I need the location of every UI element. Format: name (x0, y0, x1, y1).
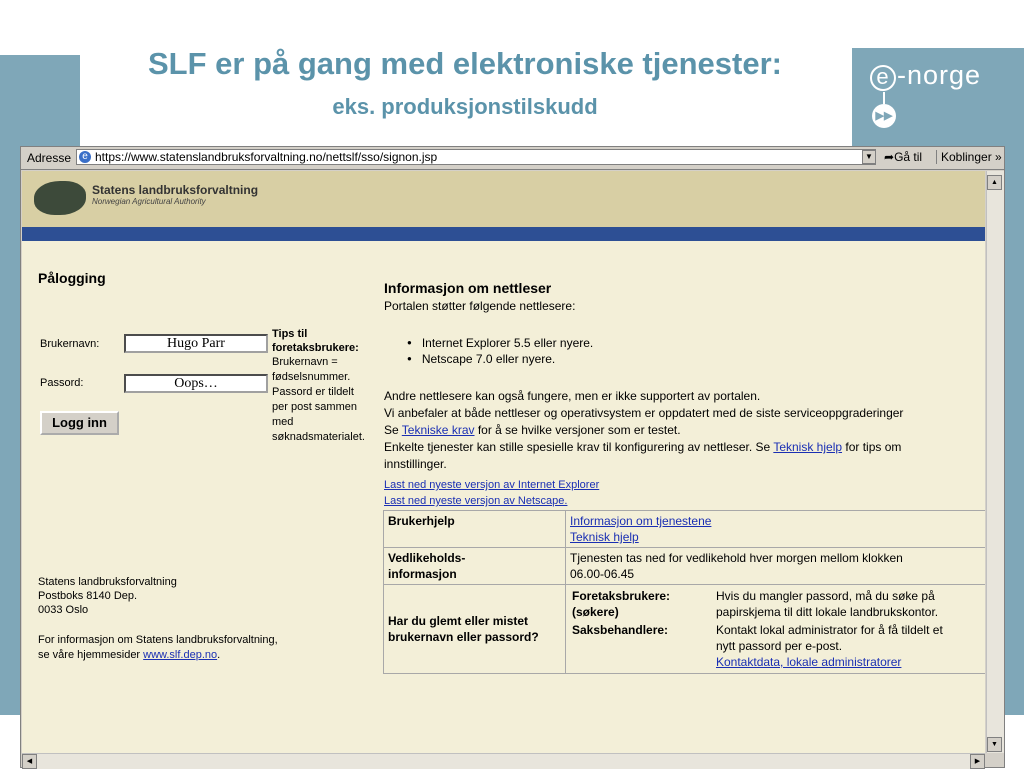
fast-forward-icon: ▶▶ (872, 104, 896, 128)
info-suffix: . (217, 649, 221, 661)
password-input[interactable]: Oops… (124, 374, 268, 393)
header-bar (22, 227, 985, 241)
table-head-cell: Brukerhjelp (384, 511, 566, 548)
url-dropdown-arrow[interactable]: ▼ (862, 150, 876, 164)
cell-line: 06.00-06.45 (570, 567, 635, 581)
tips-line: Brukernavn = (272, 356, 338, 368)
text-span: for å se hvilke versjoner som er testet. (474, 423, 681, 437)
table-row (384, 585, 986, 674)
table-cell (714, 587, 985, 621)
technical-help-link[interactable]: Teknisk hjelp (570, 530, 639, 544)
address-line: Statens landbruksforvaltning (38, 576, 177, 588)
paragraph-tech-req (384, 422, 984, 439)
info-prefix: se våre hjemmesider (38, 649, 144, 661)
vertical-scrollbar[interactable] (986, 171, 1004, 753)
paragraph-config (384, 439, 984, 456)
site-org-name-en: Norwegian Agricultural Authority (92, 197, 206, 206)
cell-line: papirskjema til ditt lokale landbrukskontor. (716, 605, 939, 619)
list-item: ● Internet Explorer 5.5 eller nyere. (407, 335, 593, 351)
table-cell (714, 621, 985, 671)
slide-subtitle: eks. produksjonstilskudd (332, 94, 598, 119)
scroll-down-icon[interactable]: ▼ (987, 737, 1002, 752)
paragraph-recommend: Vi anbefaler at både nettleser og operativsystem er oppdatert med de siste serviceoppgraderinger (384, 406, 904, 420)
download-netscape-link[interactable]: Last ned nyeste versjon av Netscape. (384, 495, 568, 507)
forgot-password-table (570, 587, 985, 671)
horizontal-scrollbar[interactable] (22, 753, 985, 769)
head-line: Har du glemt eller mistet (388, 614, 529, 628)
table-cell (566, 548, 986, 585)
scroll-up-icon[interactable]: ▲ (987, 175, 1002, 190)
text-span: for tips om (842, 440, 902, 454)
head-line: (søkere) (572, 605, 619, 619)
tips-line: fødselsnummer. (272, 371, 351, 383)
browser-window (20, 146, 1005, 768)
supported-browsers-list (407, 335, 593, 367)
address-bar (21, 147, 1004, 170)
tips-title (272, 327, 382, 355)
browser-info-subtitle: Portalen støtter følgende nettlesere: (384, 299, 576, 313)
local-admins-link[interactable]: Kontaktdata, lokale administratorer (716, 655, 902, 669)
links-button[interactable]: Koblinger » (936, 150, 1002, 164)
cell-line: Kontakt lokal administrator for å få tildelt et (716, 623, 943, 637)
logo-word: norge (907, 60, 982, 90)
site-org-name: Statens landbruksforvaltning (92, 183, 259, 197)
info-line: For informasjon om Statens landbruksforvaltning, (38, 634, 278, 646)
cell-line: nytt passord per e-post. (716, 639, 843, 653)
info-line (38, 648, 278, 663)
tech-help-link[interactable]: Teknisk hjelp (773, 440, 843, 454)
scroll-left-icon[interactable]: ◀ (22, 754, 37, 769)
table-head-cell (570, 587, 714, 621)
scroll-right-icon[interactable]: ▶ (970, 754, 985, 769)
browser-info-title: Informasjon om nettleser (384, 280, 552, 296)
goto-label: Gå til (894, 150, 923, 164)
tips-body (272, 355, 382, 445)
head-line: brukernavn eller passord? (388, 630, 539, 644)
logo-stem (883, 92, 885, 104)
login-button[interactable]: Logg inn (40, 411, 119, 435)
enorge-logo: e -norge (870, 60, 981, 91)
goto-button[interactable]: ➦Gå til (884, 150, 923, 164)
url-text: https://www.statenslandbruksforvaltning.no/nettslf/sso/signon.jsp (95, 150, 438, 164)
username-input[interactable]: Hugo Parr (124, 334, 268, 353)
slide-title: SLF er på gang med elektroniske tjenester: (148, 46, 782, 81)
cell-line: Hvis du mangler passord, må du søke på (716, 589, 935, 603)
logo-e-icon: e (870, 65, 896, 91)
paragraph-other-browsers: Andre nettlesere kan også fungere, men er ikke supportert av portalen. (384, 389, 761, 403)
download-ie-link[interactable]: Last ned nyeste versjon av Internet Explorer (384, 479, 600, 491)
table-row (384, 548, 986, 585)
username-label: Brukernavn: (40, 338, 100, 350)
address-line: 0033 Oslo (38, 604, 89, 616)
help-table (383, 510, 985, 674)
table-cell (566, 585, 986, 674)
list-item: ● Netscape 7.0 eller nyere. (407, 351, 593, 367)
table-head-cell: Saksbehandlere: (572, 623, 669, 637)
table-head-cell (384, 585, 566, 674)
head-line: Vedlikeholds- (388, 551, 466, 565)
table-head-cell (384, 548, 566, 585)
tips-line: per post sammen (272, 401, 357, 413)
head-line: informasjon (388, 567, 457, 581)
text-span: Enkelte tjenester kan stille spesielle krav til konfigurering av nettleser. Se (384, 440, 774, 454)
homepage-info (38, 633, 278, 663)
page-viewport (22, 171, 985, 753)
postal-address (38, 575, 177, 617)
tips-title-line: Tips til (272, 328, 308, 340)
site-header (22, 171, 985, 227)
table-row (384, 511, 986, 548)
tips-line: med (272, 416, 294, 428)
tech-requirements-link[interactable]: Tekniske krav (401, 423, 475, 437)
tips-title-line: foretaksbrukere: (272, 342, 359, 354)
ie-page-icon: e (79, 151, 91, 163)
text-span: Se (384, 423, 402, 437)
head-line: Foretaksbrukere: (572, 589, 671, 603)
cell-line: Tjenesten tas ned for vedlikehold hver morgen mellom klokken (570, 551, 903, 565)
url-input[interactable] (76, 149, 876, 165)
tips-line: Passord er tildelt (272, 386, 354, 398)
address-label: Adresse (27, 151, 72, 165)
password-label: Passord: (40, 377, 84, 389)
tips-line: søknadsmaterialet. (272, 431, 365, 443)
table-row (570, 621, 985, 671)
table-cell (566, 511, 986, 548)
service-info-link[interactable]: Informasjon om tjenestene (570, 514, 712, 528)
paragraph-config-line2: innstillinger. (384, 457, 447, 471)
slf-logo-icon (34, 181, 86, 215)
address-line: Postboks 8140 Dep. (38, 590, 138, 602)
table-row (570, 587, 985, 621)
homepage-link[interactable]: www.slf.dep.no (143, 649, 218, 661)
login-title: Pålogging (38, 270, 106, 286)
